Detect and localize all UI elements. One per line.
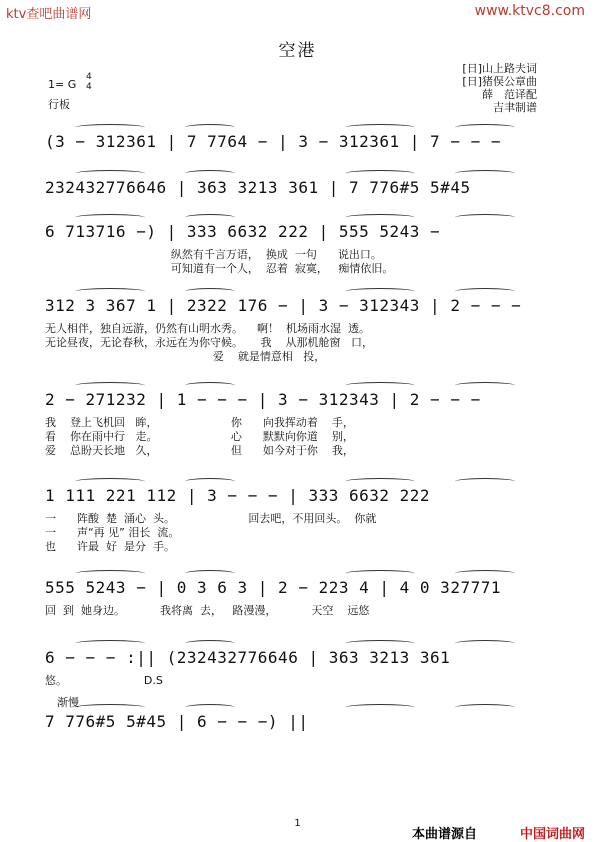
- slur-mark: [345, 288, 415, 295]
- slur-mark: [455, 704, 515, 711]
- slur-mark: [455, 382, 515, 389]
- slur-mark: [185, 214, 235, 221]
- meter-top: 4: [86, 72, 92, 82]
- slur-mark: [75, 704, 145, 711]
- lyric-line: 我 登上飞机回 眸， 你 向我挥动着 手，: [45, 416, 354, 429]
- note-line: (3 − 312361 | 7 7764 − | 3 − 312361 | 7 − − −: [45, 132, 501, 151]
- slur-mark: [75, 382, 145, 389]
- lyric-line: 爱 就是情意相 投，: [45, 350, 326, 363]
- note-line: 232432776646 | 363 3213 361 | 7 776#5 5#45: [45, 178, 471, 197]
- slur-mark: [455, 478, 515, 485]
- credit-composer: [日]猪俣公章曲: [462, 75, 537, 88]
- note-line: 1 111 221 112 | 3 − − − | 333 6632 222: [45, 486, 431, 505]
- slur-mark: [185, 124, 235, 131]
- slur-mark: [185, 288, 235, 295]
- slur-mark: [345, 170, 415, 177]
- note-line: 312 3 367 1 | 2322 176 − | 3 − 312343 | 2 − − −: [45, 296, 522, 315]
- lyric-line: 可知道有一个人， 忍着 寂寞， 痴情依旧。: [45, 262, 394, 275]
- credit-engraver: 吉聿制谱: [493, 101, 537, 114]
- slur-mark: [185, 704, 235, 711]
- slur-mark: [345, 704, 415, 711]
- lyric-line: 无人相伴，独自远游，仍然有山明水秀。 啊！ 机场雨水湿 透。: [45, 322, 370, 335]
- slur-mark: [185, 382, 235, 389]
- slur-mark: [345, 382, 415, 389]
- slur-mark: [185, 570, 235, 577]
- slur-mark: [75, 570, 145, 577]
- slur-mark: [75, 214, 145, 221]
- page-number: 1: [294, 818, 301, 829]
- slur-mark: [75, 478, 145, 485]
- time-signature: [86, 72, 92, 92]
- watermark-right: www.ktvc8.com: [474, 3, 585, 19]
- slur-mark: [345, 640, 415, 647]
- note-line: 6 713716 −) | 333 6632 222 | 555 5243 −: [45, 222, 441, 241]
- slur-mark: [75, 288, 145, 295]
- note-line: 555 5243 − | 0 3 6 3 | 2 − 223 4 | 4 0 327771: [45, 578, 501, 597]
- watermark-left: ktv查吧曲谱网: [6, 7, 92, 22]
- slur-mark: [345, 124, 415, 131]
- lyric-line: 一 阵酸 楚 涌心 头。 回去吧，不用回头。 你就: [45, 512, 377, 525]
- footer-source-label: 本曲谱源自: [411, 827, 477, 842]
- slur-mark: [185, 170, 235, 177]
- slur-mark: [75, 640, 145, 647]
- footer-site-name: 中国词曲网: [519, 827, 585, 842]
- lyric-line: 无论昼夜，无论春秋，永远在为你守候。 我 从那机舱窗 口，: [45, 336, 373, 349]
- dynamic-marking: 渐慢: [57, 696, 79, 709]
- lyric-line: 一 声“再 见” 泪长 流。: [45, 526, 180, 539]
- credits: [462, 62, 537, 114]
- key-signature: 1= G: [48, 78, 77, 91]
- note-line: 2 − 271232 | 1 − − − | 3 − 312343 | 2 − − −: [45, 390, 481, 409]
- note-line: 6 − − − :|| (232432776646 | 363 3213 361: [45, 648, 451, 667]
- slur-mark: [75, 170, 145, 177]
- slur-mark: [455, 214, 515, 221]
- lyric-line: 也 许最 好 是分 手。: [45, 540, 175, 553]
- slur-mark: [345, 570, 415, 577]
- lyric-line: 纵然有千言万语， 换成 一句 说出口。: [45, 248, 382, 261]
- song-title: 空港: [278, 41, 317, 61]
- tempo-marking: 行板: [48, 98, 70, 111]
- slur-mark: [455, 124, 515, 131]
- meter-bottom: 4: [86, 82, 92, 92]
- slur-mark: [185, 478, 235, 485]
- slur-mark: [185, 640, 235, 647]
- lyric-line: 回 到 她身边。 我将离 去， 路漫漫， 天空 远悠: [45, 604, 370, 617]
- note-line: 7 776#5 5#45 | 6 − − −) ||: [45, 712, 309, 731]
- credit-lyricist: [日]山上路夫词: [462, 62, 537, 75]
- credit-translator: 薛 范译配: [482, 88, 537, 101]
- lyric-line: 爱 总盼天长地 久， 但 如今对于你 我，: [45, 444, 354, 457]
- lyric-line: 看 你在雨中行 走。 心 默默向你道 别，: [45, 430, 354, 443]
- slur-mark: [455, 288, 515, 295]
- slur-mark: [455, 640, 515, 647]
- slur-mark: [455, 170, 515, 177]
- slur-mark: [455, 570, 515, 577]
- slur-mark: [75, 124, 145, 131]
- lyric-line: 悠。 D.S: [45, 674, 163, 687]
- slur-mark: [345, 478, 415, 485]
- slur-mark: [345, 214, 415, 221]
